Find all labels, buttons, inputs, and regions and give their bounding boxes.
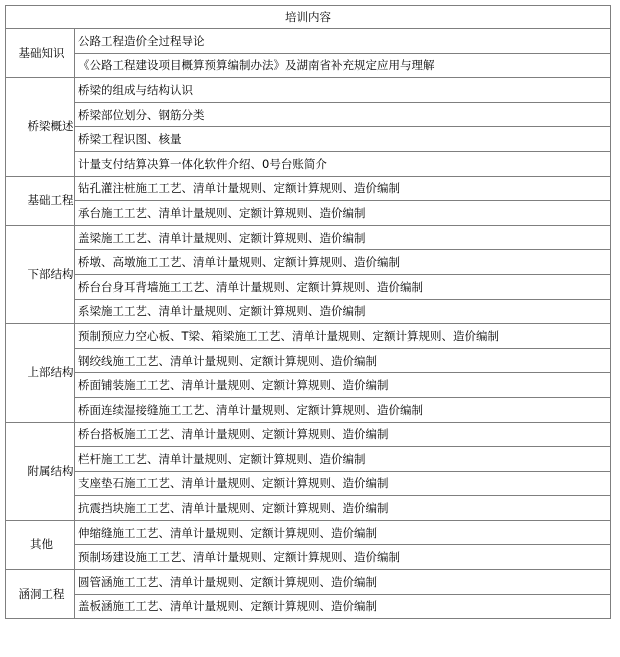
- table-row: [6, 373, 611, 398]
- content-cell: 伸缩缝施工工艺、清单计量规则、定额计算规则、造价编制: [75, 520, 611, 545]
- table-row: [6, 250, 611, 275]
- table-row: [6, 299, 611, 324]
- category-label: 下部结构: [27, 266, 74, 281]
- table-row: [6, 594, 611, 619]
- content-cell: 桥面连续湿接缝施工工艺、清单计量规则、定额计算规则、造价编制: [75, 397, 611, 422]
- category-cell: [6, 78, 75, 176]
- category-cell: [6, 570, 75, 619]
- table-row: [6, 447, 611, 472]
- table-row: [6, 397, 611, 422]
- training-content-table: [5, 5, 611, 619]
- content-cell: 公路工程造价全过程导论: [75, 29, 611, 54]
- content-cell: 桥墩、高墩施工工艺、清单计量规则、定额计算规则、造价编制: [75, 250, 611, 275]
- category-cell: [6, 520, 75, 569]
- category-cell: [6, 176, 75, 225]
- category-label: 其他: [30, 537, 53, 552]
- content-cell: 桥台搭板施工工艺、清单计量规则、定额计算规则、造价编制: [75, 422, 611, 447]
- category-label: 附属结构: [27, 463, 74, 478]
- content-cell: 桥梁的组成与结构认识: [75, 78, 611, 103]
- table-row: [6, 29, 611, 54]
- category-cell: [6, 422, 75, 520]
- category-label: 上部结构: [27, 365, 74, 380]
- content-cell: 桥台台身耳背墙施工工艺、清单计量规则、定额计算规则、造价编制: [75, 274, 611, 299]
- table-row: [6, 496, 611, 521]
- table-row: [6, 274, 611, 299]
- table-row: [6, 520, 611, 545]
- content-cell: 盖板涵施工工艺、清单计量规则、定额计算规则、造价编制: [75, 594, 611, 619]
- category-label: 涵洞工程: [18, 586, 65, 601]
- table-row: [6, 102, 611, 127]
- table-body: [6, 29, 611, 619]
- table-header-row: [6, 6, 611, 29]
- table-row: [6, 348, 611, 373]
- table-row: [6, 201, 611, 226]
- category-cell: [6, 29, 75, 78]
- category-label: 桥梁概述: [27, 119, 74, 134]
- content-cell: 计量支付结算决算一体化软件介绍、0号台账简介: [75, 151, 611, 176]
- content-cell: 抗震挡块施工工艺、清单计量规则、定额计算规则、造价编制: [75, 496, 611, 521]
- content-cell: 《公路工程建设项目概算预算编制办法》及湖南省补充规定应用与理解: [75, 53, 611, 78]
- table-row: [6, 324, 611, 349]
- category-cell: [6, 225, 75, 323]
- table-row: [6, 127, 611, 152]
- content-cell: 预制场建设施工工艺、清单计量规则、定额计算规则、造价编制: [75, 545, 611, 570]
- table-row: [6, 53, 611, 78]
- category-label: 基础知识: [18, 45, 65, 60]
- content-cell: 系梁施工工艺、清单计量规则、定额计算规则、造价编制: [75, 299, 611, 324]
- table-row: [6, 78, 611, 103]
- content-cell: 支座垫石施工工艺、清单计量规则、定额计算规则、造价编制: [75, 471, 611, 496]
- content-cell: 钻孔灌注桩施工工艺、清单计量规则、定额计算规则、造价编制: [75, 176, 611, 201]
- content-cell: 承台施工工艺、清单计量规则、定额计算规则、造价编制: [75, 201, 611, 226]
- category-cell: [6, 324, 75, 422]
- table-row: [6, 225, 611, 250]
- content-cell: 圆管涵施工工艺、清单计量规则、定额计算规则、造价编制: [75, 570, 611, 595]
- content-cell: 桥面铺装施工工艺、清单计量规则、定额计算规则、造价编制: [75, 373, 611, 398]
- table-row: [6, 545, 611, 570]
- content-cell: 桥梁部位划分、钢筋分类: [75, 102, 611, 127]
- table-row: [6, 422, 611, 447]
- content-cell: 钢绞线施工工艺、清单计量规则、定额计算规则、造价编制: [75, 348, 611, 373]
- content-cell: 预制预应力空心板、T梁、箱梁施工工艺、清单计量规则、定额计算规则、造价编制: [75, 324, 611, 349]
- category-label: 基础工程: [27, 193, 74, 208]
- table-row: [6, 570, 611, 595]
- content-cell: 栏杆施工工艺、清单计量规则、定额计算规则、造价编制: [75, 447, 611, 472]
- table-row: [6, 471, 611, 496]
- content-cell: 桥梁工程识图、核量: [75, 127, 611, 152]
- content-cell: 盖梁施工工艺、清单计量规则、定额计算规则、造价编制: [75, 225, 611, 250]
- table-row: [6, 176, 611, 201]
- table-header: 培训内容: [6, 6, 611, 29]
- table-row: [6, 151, 611, 176]
